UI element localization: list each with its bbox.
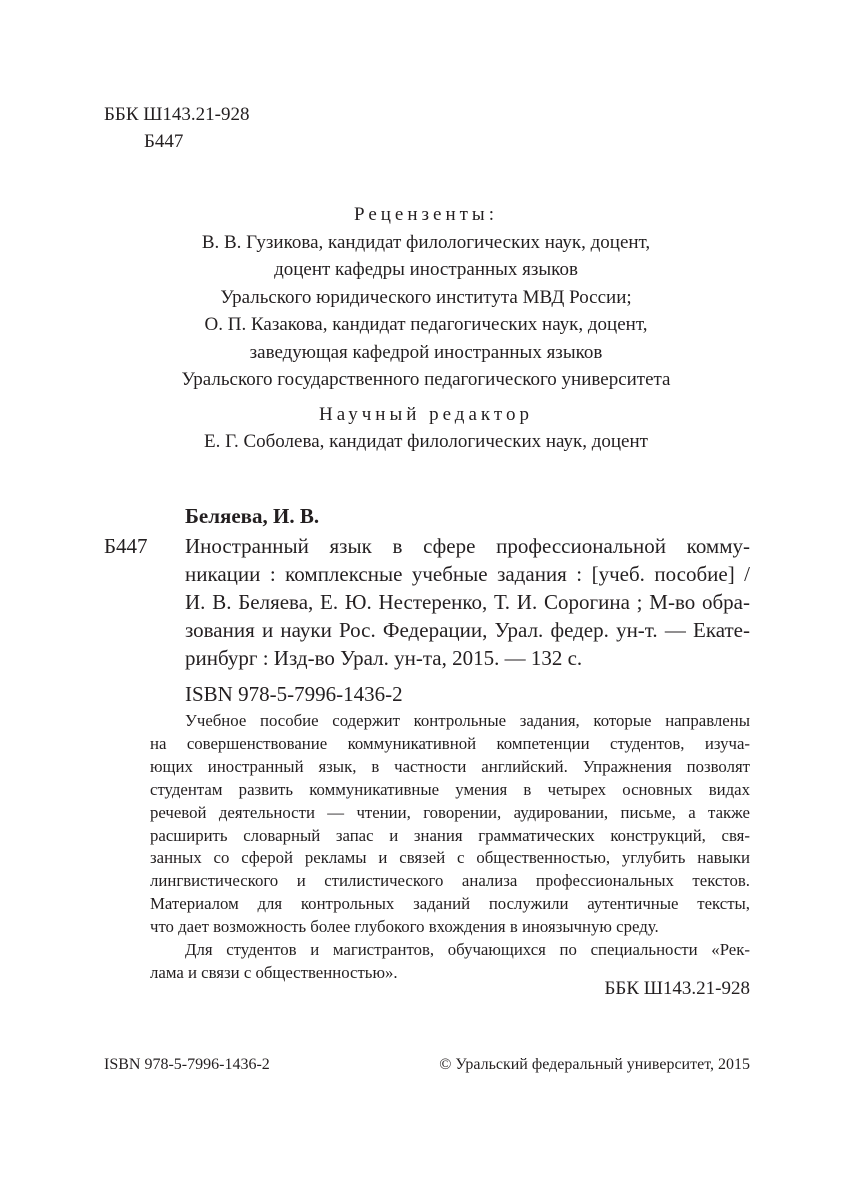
reviewer-line: О. П. Казакова, кандидат педагогических наук, доцент, <box>204 314 648 335</box>
bbk-bottom: ББК Ш143.21-928 <box>604 978 750 999</box>
entry-description-line: зования и науки Рос. Федерации, Урал. федер. ун-т. — Екате- <box>185 618 750 642</box>
bbk-block <box>104 101 250 155</box>
footer-isbn: ISBN 978-5-7996-1436-2 <box>104 1056 270 1073</box>
entry-description <box>185 532 750 672</box>
entry-code: Б447 <box>104 534 148 558</box>
editor-line: Е. Г. Соболева, кандидат филологических наук, доцент <box>204 431 648 452</box>
annotation <box>150 710 750 985</box>
entry-author: Беляева, И. В. <box>185 504 320 528</box>
annotation-line: речевой деятельности — чтении, говорении, аудировании, письме, а также <box>150 802 750 822</box>
annotation-line: Для студентов и магистрантов, обучающихся по специальности «Рек- <box>185 940 750 960</box>
entry-description-line: никации : комплексные учебные задания : [учеб. пособие] / <box>185 562 750 586</box>
annotation-line: что дает возможность более глубокого вхождения в иноязычную среду. <box>150 917 659 937</box>
annotation-line: ющих иностранный язык, в частности английский. Упражнения позволят <box>150 756 750 776</box>
reviewer-line: доцент кафедры иностранных языков <box>274 259 578 280</box>
annotation-line: лама и связи с общественностью». <box>150 962 398 982</box>
entry-description-line: ринбург : Изд-во Урал. ун-та, 2015. — 132 с. <box>185 646 583 670</box>
reviewers-heading: Рецензенты: <box>354 204 498 225</box>
annotation-line: занных со сферой рекламы и связей с общественностью, углубить навыки <box>150 848 750 868</box>
author-code: Б447 <box>144 131 184 152</box>
reviewers-section <box>150 201 702 456</box>
annotation-line: Учебное пособие содержит контрольные задания, которые направлены <box>185 711 750 730</box>
annotation-line: студентам развить коммуникативные умения в четырех основных видах <box>150 779 750 799</box>
bbk-index: ББК Ш143.21-928 <box>104 104 250 125</box>
entry-isbn: ISBN 978-5-7996-1436-2 <box>185 682 403 706</box>
annotation-line: расширить словарный запас и знания грамматических конструкций, свя- <box>150 825 750 845</box>
annotation-line: лингвистического и стилистического анализа профессиональных текстов. <box>150 871 750 891</box>
annotation-line: Материалом для контрольных заданий послужили аутентичные тексты, <box>150 894 750 914</box>
entry-description-line: И. В. Беляева, Е. Ю. Нестеренко, Т. И. Сорогина ; М-во обра- <box>185 590 750 614</box>
editor-heading: Научный редактор <box>319 403 533 425</box>
footer-copyright: © Уральский федеральный университет, 2015 <box>439 1056 750 1073</box>
reviewer-line: В. В. Гузикова, кандидат филологических наук, доцент, <box>201 231 651 253</box>
annotation-line: на совершенствование коммуникативной компетенции студентов, изуча- <box>150 733 750 753</box>
reviewer-line: заведующая кафедрой иностранных языков <box>249 341 603 363</box>
reviewer-line: Уральского государственного педагогического университета <box>181 369 671 390</box>
reviewer-line: Уральского юридического института МВД России; <box>220 286 632 308</box>
entry-description-line: Иностранный язык в сфере профессиональной комму- <box>185 534 750 558</box>
